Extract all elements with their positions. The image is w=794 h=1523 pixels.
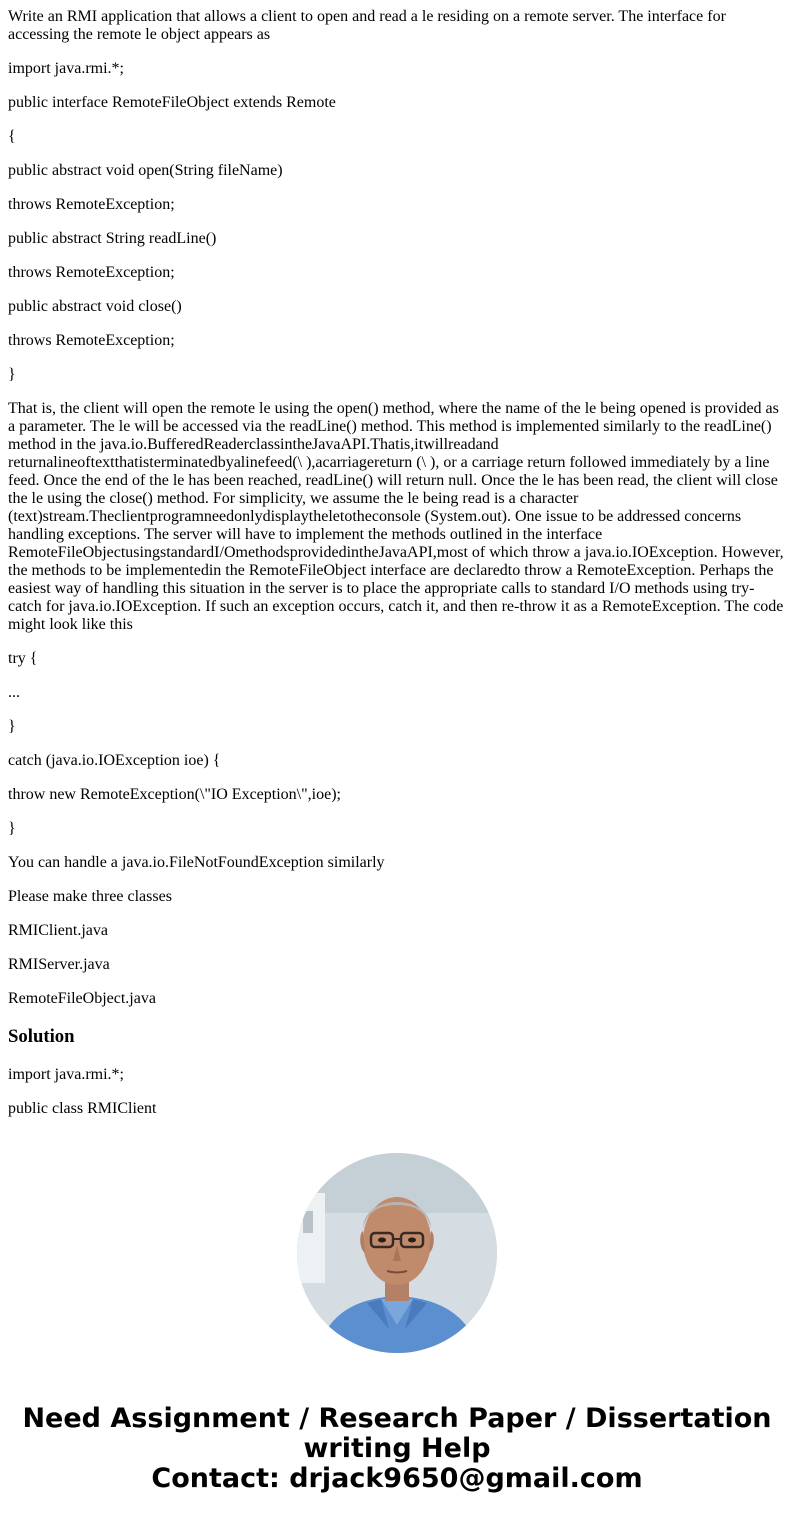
code-line: public abstract void open(String fileName) [8, 162, 283, 179]
class-name: RMIServer.java [8, 956, 110, 973]
solution-heading: Solution [8, 1026, 75, 1047]
solution-line: import java.rmi.*; [8, 1066, 124, 1083]
solution-line: public class RMIClient [8, 1100, 157, 1117]
code-line: { [8, 128, 16, 145]
person-photo-icon [297, 1153, 497, 1353]
banner-contact: Contact: drjack9650@gmail.com [151, 1463, 643, 1494]
code-line: throws RemoteException; [8, 332, 175, 349]
class-name: RemoteFileObject.java [8, 990, 156, 1007]
code-line: import java.rmi.*; [8, 60, 124, 77]
question-note: You can handle a java.io.FileNotFoundException similarly [8, 854, 385, 871]
help-banner [0, 1404, 794, 1494]
try-line: } [8, 820, 16, 837]
banner-line: writing Help [303, 1433, 491, 1464]
class-name: RMIClient.java [8, 922, 108, 939]
code-line: } [8, 366, 16, 383]
try-line: try { [8, 650, 38, 667]
code-line: throws RemoteException; [8, 196, 175, 213]
code-line: public interface RemoteFileObject extends Remote [8, 94, 336, 111]
code-line: public abstract String readLine() [8, 230, 217, 247]
question-body [8, 0, 786, 1134]
question-description: That is, the client will open the remote le using the open() method, where the name of the le being opened is provided as a parameter. The le will be accessed via the readLine() method. This method is implemented similarly to the readLine() method in the java.io.BufferedReaderclassintheJavaAPI.Thatis,itwillreadand returnalineoftextthatisterminatedbyalinefeed(\ ),acarriagereturn (\ ), or a carriage return followed immediately by a line feed. Once the end of the le has been reached, readLine() will return null. Once the le has been read, the client will close the le using the close() method. For simplicity, we assume the le being read is a character (text)stream.Theclientprogramneedonlydisplaytheletotheconsole (System.out). One issue to be addressed concerns handling exceptions. The server will have to implement the methods outlined in the interface RemoteFileObjectusingstandardI/OmethodsprovidedintheJavaAPI,most of which throw a java.io.IOException. However, the methods to be implementedin the RemoteFileObject interface are declaredto throw a RemoteException. Perhaps the easiest way of handling this situation in the server is to place the appropriate calls to standard I/O methods using try-catch for java.io.IOException. If such an exception occurs, catch it, and then re-throw it as a RemoteException. The code might look like this [8, 400, 784, 633]
banner-line: Need Assignment / Research Paper / Dissertation [22, 1403, 772, 1434]
classes-intro: Please make three classes [8, 888, 172, 905]
question-intro: Write an RMI application that allows a client to open and read a le residing on a remote server. The interface for accessing the remote le object appears as [8, 8, 726, 43]
code-line: throws RemoteException; [8, 264, 175, 281]
try-line: throw new RemoteException(\"IO Exception\",ioe); [8, 786, 341, 803]
try-line: } [8, 718, 16, 735]
try-line: catch (java.io.IOException ioe) { [8, 752, 221, 769]
try-line: ... [8, 684, 20, 701]
author-avatar [297, 1153, 497, 1353]
code-line: public abstract void close() [8, 298, 182, 315]
